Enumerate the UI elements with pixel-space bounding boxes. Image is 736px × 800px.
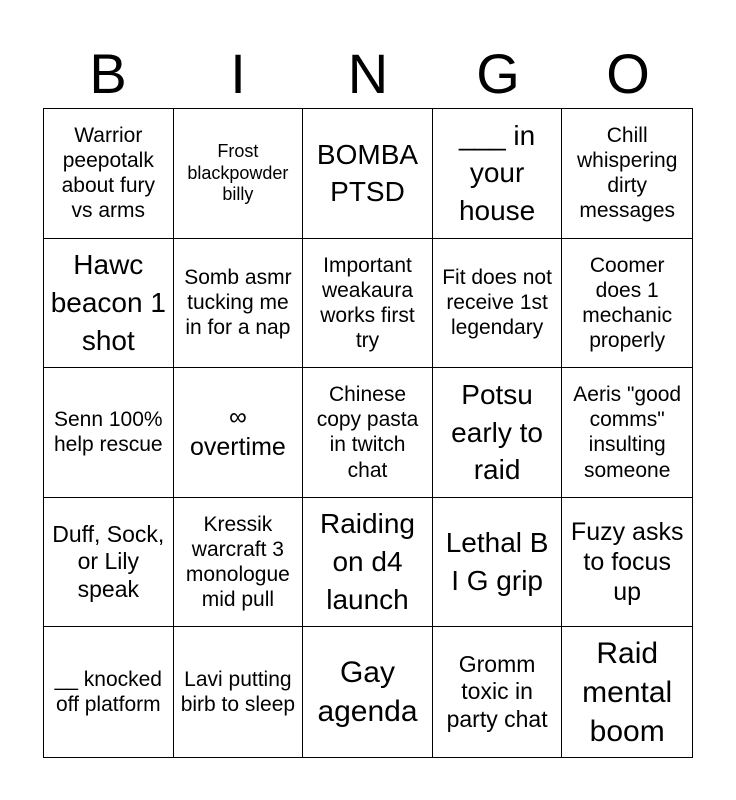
header-letter-g: G [476, 42, 520, 105]
header-letter-b: B [89, 42, 127, 105]
bingo-cell[interactable]: BOMBA PTSD [303, 109, 433, 239]
header-letter-n: N [347, 42, 389, 105]
bingo-cell[interactable]: Important weakaura works first try [303, 239, 433, 369]
bingo-cell[interactable]: Hawc beacon 1 shot [44, 239, 174, 369]
bingo-cell[interactable]: Kressik warcraft 3 monologue mid pull [174, 498, 304, 628]
bingo-cell[interactable]: ___ in your house [433, 109, 563, 239]
bingo-cell[interactable]: Coomer does 1 mechanic properly [562, 239, 692, 369]
bingo-cell[interactable]: Potsu early to raid [433, 368, 563, 498]
bingo-cell[interactable]: Duff, Sock, or Lily speak [44, 498, 174, 628]
bingo-cell[interactable]: Frost blackpowder billy [174, 109, 304, 239]
bingo-cell[interactable]: Lethal B I G grip [433, 498, 563, 628]
bingo-cell[interactable]: Fit does not receive 1st legendary [433, 239, 563, 369]
bingo-cell[interactable]: Gromm toxic in party chat [433, 627, 563, 757]
bingo-cell[interactable]: Chill whispering dirty messages [562, 109, 692, 239]
bingo-cell[interactable]: ∞ overtime [174, 368, 304, 498]
bingo-cell[interactable]: Fuzy asks to focus up [562, 498, 692, 628]
header-letter-i: I [230, 42, 246, 105]
bingo-cell[interactable]: Aeris "good comms" insulting someone [562, 368, 692, 498]
header-letter-o: O [606, 42, 650, 105]
bingo-cell[interactable]: Somb asmr tucking me in for a nap [174, 239, 304, 369]
bingo-board [43, 108, 693, 758]
bingo-cell[interactable]: __ knocked off platform [44, 627, 174, 757]
bingo-cell[interactable]: Gay agenda [303, 627, 433, 757]
bingo-cell[interactable]: Chinese copy pasta in twitch chat [303, 368, 433, 498]
bingo-cell[interactable]: Raid mental boom [582, 636, 673, 748]
bingo-header [43, 40, 693, 108]
bingo-cell[interactable]: Lavi putting birb to sleep [174, 627, 304, 757]
bingo-cell[interactable]: Raiding on d4 launch [303, 498, 433, 628]
bingo-cell[interactable]: Senn 100% help rescue [44, 368, 174, 498]
bingo-cell[interactable]: Warrior peepotalk about fury vs arms [44, 109, 174, 239]
